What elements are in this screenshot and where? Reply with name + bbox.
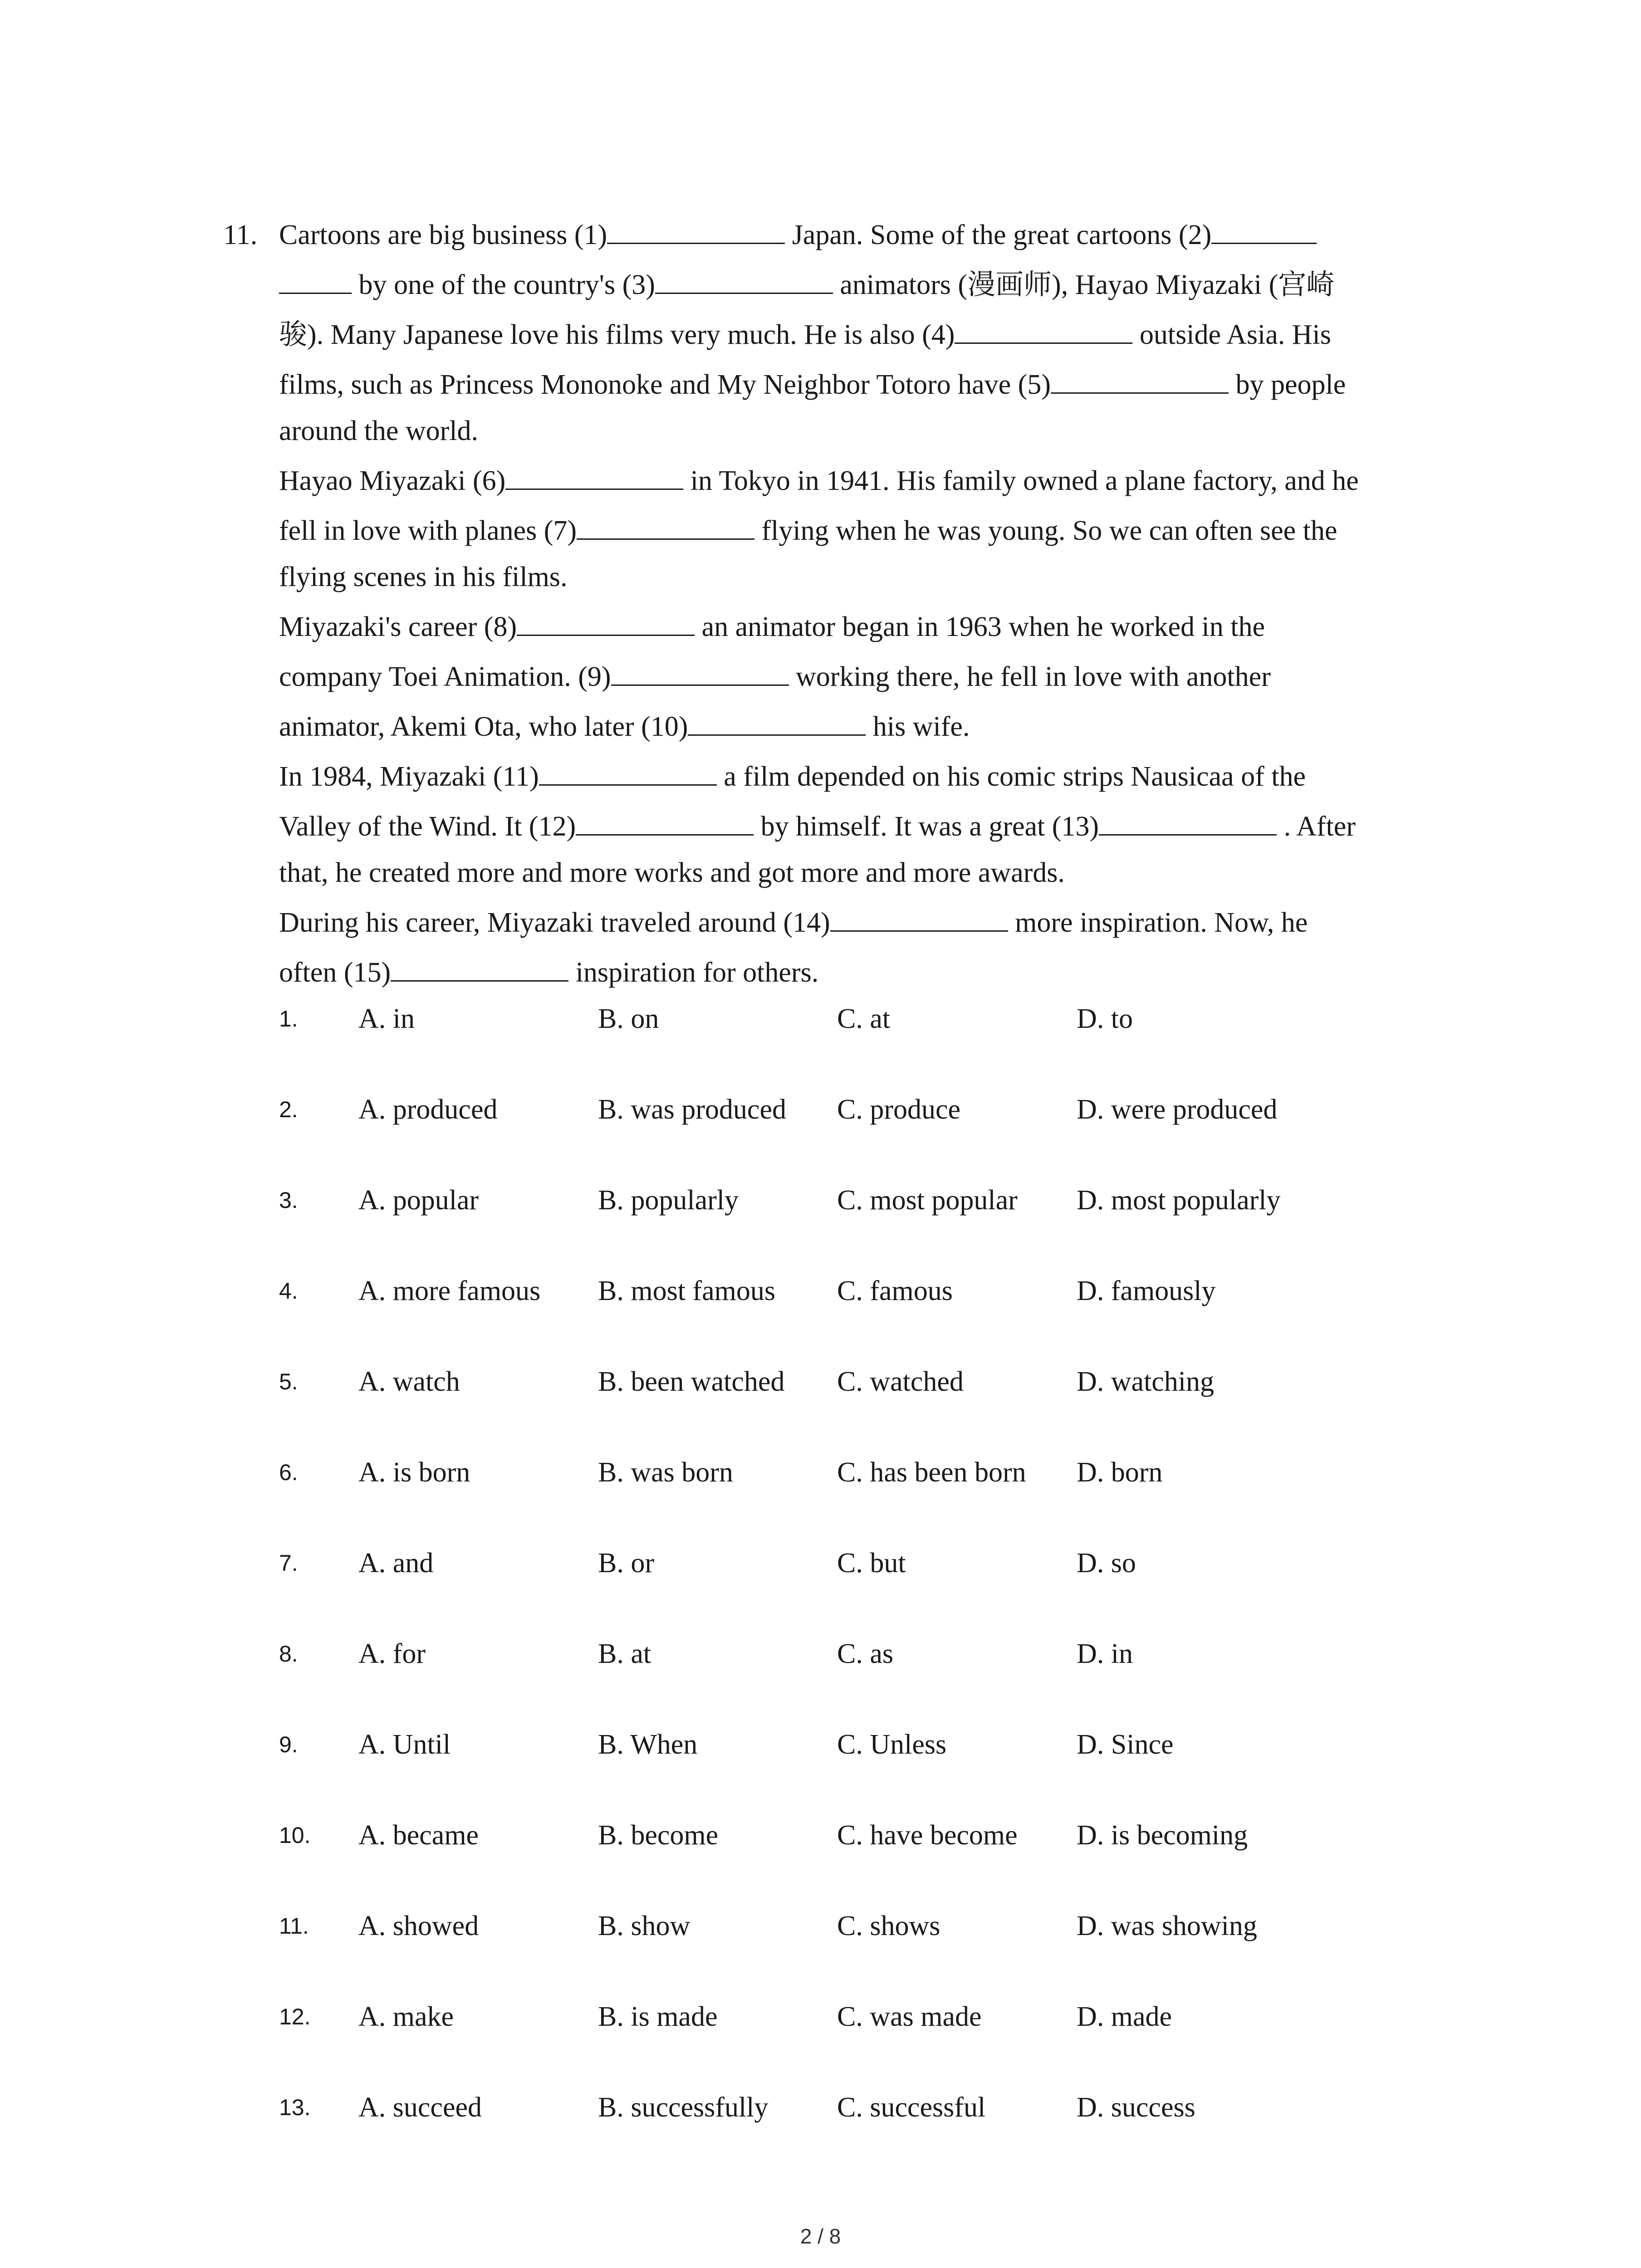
option-b: B. been watched [598,1366,785,1397]
option-c: C. successful [837,2092,986,2123]
passage-text: by one of the country's (3) [352,269,655,300]
option-c: C. but [837,1548,906,1579]
option-number: 13. [279,2095,311,2120]
option-d: D. famously [1077,1276,1216,1306]
option-a: A. showed [358,1911,479,1941]
passage-text: an animator began in 1963 when he worked in the [695,611,1265,642]
passage-text: Valley of the Wind. It (12) [279,811,576,842]
passage-line [279,900,1308,945]
answer-blank [576,807,754,836]
passage-line [279,362,1346,407]
option-a: A. became [358,1820,479,1851]
passage-text: flying scenes in his films. [279,562,568,592]
passage-text: During his career, Miyazaki traveled around (14) [279,907,830,938]
option-row [0,1813,1641,1858]
option-a: A. popular [358,1185,479,1216]
answer-blank [577,511,754,540]
option-c: C. Unless [837,1729,947,1760]
option-c: C. have become [837,1820,1018,1851]
option-b: B. popularly [598,1185,739,1216]
passage-text: by himself. It was a great (13) [754,811,1099,842]
option-row [0,1540,1641,1586]
passage-line [279,754,1306,799]
option-a: A. make [358,2001,454,2032]
passage-text: In 1984, Miyazaki (11) [279,761,539,792]
option-a: A. and [358,1548,434,1579]
option-number: 6. [279,1460,298,1485]
option-a: A. produced [358,1094,498,1125]
option-b: B. become [598,1820,719,1851]
passage-text: often (15) [279,957,391,988]
answer-blank [517,607,695,636]
passage-line [279,408,478,454]
option-c: C. most popular [837,1185,1018,1216]
answer-blank [1051,365,1229,394]
answer-blank [539,757,717,786]
option-number: 5. [279,1369,298,1394]
option-a: A. Until [358,1729,451,1760]
passage-text: fell in love with planes (7) [279,515,577,546]
option-row [0,2085,1641,2130]
passage-text: animators (漫画师), Hayao Miyazaki (宫崎 [833,269,1335,300]
passage-line [279,804,1356,849]
answer-blank [655,265,833,294]
option-a: A. is born [358,1457,470,1488]
passage-line [279,604,1265,650]
passage-text: that, he created more and more works and got more and more awards. [279,857,1065,888]
option-c: C. has been born [837,1457,1026,1488]
option-d: D. is becoming [1077,1820,1248,1851]
page-number: 2 / 8 [800,2224,841,2248]
passage-text: Miyazaki's career (8) [279,611,517,642]
option-number: 7. [279,1550,298,1576]
option-c: C. was made [837,2001,982,2032]
answer-blank [391,953,568,982]
option-d: D. most popularly [1077,1185,1281,1216]
option-c: C. shows [837,1911,941,1941]
passage-text: Japan. Some of the great cartoons (2) [785,220,1212,250]
option-number: 2. [279,1097,298,1122]
passage-text: . After [1277,811,1356,842]
passage-line [279,212,1317,258]
passage-text: Cartoons are big business (1) [279,220,607,250]
option-b: B. or [598,1548,654,1579]
passage-text: animator, Akemi Ota, who later (10) [279,711,688,742]
answer-blank [830,903,1008,932]
option-d: D. born [1077,1457,1163,1488]
option-c: C. famous [837,1276,953,1306]
option-row [0,996,1641,1041]
option-b: B. most famous [598,1276,775,1306]
option-row [0,1450,1641,1495]
option-b: B. When [598,1729,698,1760]
passage-text: Hayao Miyazaki (6) [279,465,506,496]
option-a: A. in [358,1003,415,1034]
passage-text: his wife. [866,711,970,742]
option-c: C. watched [837,1366,964,1397]
option-row [0,1994,1641,2039]
option-a: A. for [358,1638,426,1669]
option-row [0,1178,1641,1223]
option-b: B. successfully [598,2092,769,2123]
option-row [0,1631,1641,1677]
answer-blank [279,265,352,294]
option-c: C. produce [837,1094,961,1125]
passage-line [279,950,818,995]
passage-text: around the world. [279,415,479,446]
option-row [0,1087,1641,1132]
option-d: D. watching [1077,1366,1215,1397]
passage-text: by people [1228,369,1346,400]
passage-text: films, such as Princess Mononoke and My Neighbor Totoro have (5) [279,369,1051,400]
option-c: C. as [837,1638,893,1669]
option-d: D. was showing [1077,1911,1257,1941]
answer-blank [1211,215,1317,244]
option-a: A. succeed [358,2092,482,2123]
answer-blank [955,315,1132,344]
option-number: 1. [279,1006,298,1031]
option-row [0,1903,1641,1949]
passage-text: a film depended on his comic strips Nausicaa of the [716,761,1306,792]
option-number: 4. [279,1278,298,1304]
answer-blank [611,657,789,686]
passage-text: more inspiration. Now, he [1008,907,1308,938]
passage-text: outside Asia. His [1132,319,1331,350]
option-b: B. on [598,1003,659,1034]
option-number: 10. [279,1823,311,1848]
passage-text: company Toei Animation. (9) [279,661,611,692]
option-d: D. Since [1077,1729,1174,1760]
passage-line [279,554,567,600]
passage-line [279,262,1334,308]
option-b: B. at [598,1638,652,1669]
answer-blank [607,215,785,244]
passage-line [279,704,970,749]
passage-text: working there, he fell in love with another [789,661,1271,692]
option-number: 8. [279,1641,298,1667]
option-row [0,1722,1641,1767]
passage-text: flying when he was young. So we can often see the [754,515,1337,546]
question-number: 11. [223,220,258,250]
option-d: D. made [1077,2001,1172,2032]
option-number: 3. [279,1188,298,1213]
passage-line [279,850,1065,895]
option-a: A. more famous [358,1276,541,1306]
answer-blank [688,707,866,736]
option-c: C. at [837,1003,891,1034]
option-number: 12. [279,2004,311,2029]
option-row [0,1359,1641,1404]
option-d: D. success [1077,2092,1195,2123]
passage-line [279,458,1359,503]
option-d: D. to [1077,1003,1133,1034]
option-number: 11. [279,1913,309,1939]
option-number: 9. [279,1732,298,1757]
passage-text: 骏). Many Japanese love his films very much. He is also (4) [279,319,955,350]
passage-line [279,312,1331,357]
option-row [0,1268,1641,1314]
option-a: A. watch [358,1366,460,1397]
option-d: D. in [1077,1638,1133,1669]
option-b: B. is made [598,2001,718,2032]
option-b: B. was born [598,1457,733,1488]
passage-line [279,508,1337,553]
option-d: D. so [1077,1548,1136,1579]
passage-line [279,654,1271,699]
option-d: D. were produced [1077,1094,1278,1125]
answer-blank [1099,807,1277,836]
passage-text: inspiration for others. [568,957,819,988]
passage-text: in Tokyo in 1941. His family owned a plane factory, and he [683,465,1359,496]
option-b: B. show [598,1911,691,1941]
answer-blank [505,461,683,490]
option-b: B. was produced [598,1094,786,1125]
